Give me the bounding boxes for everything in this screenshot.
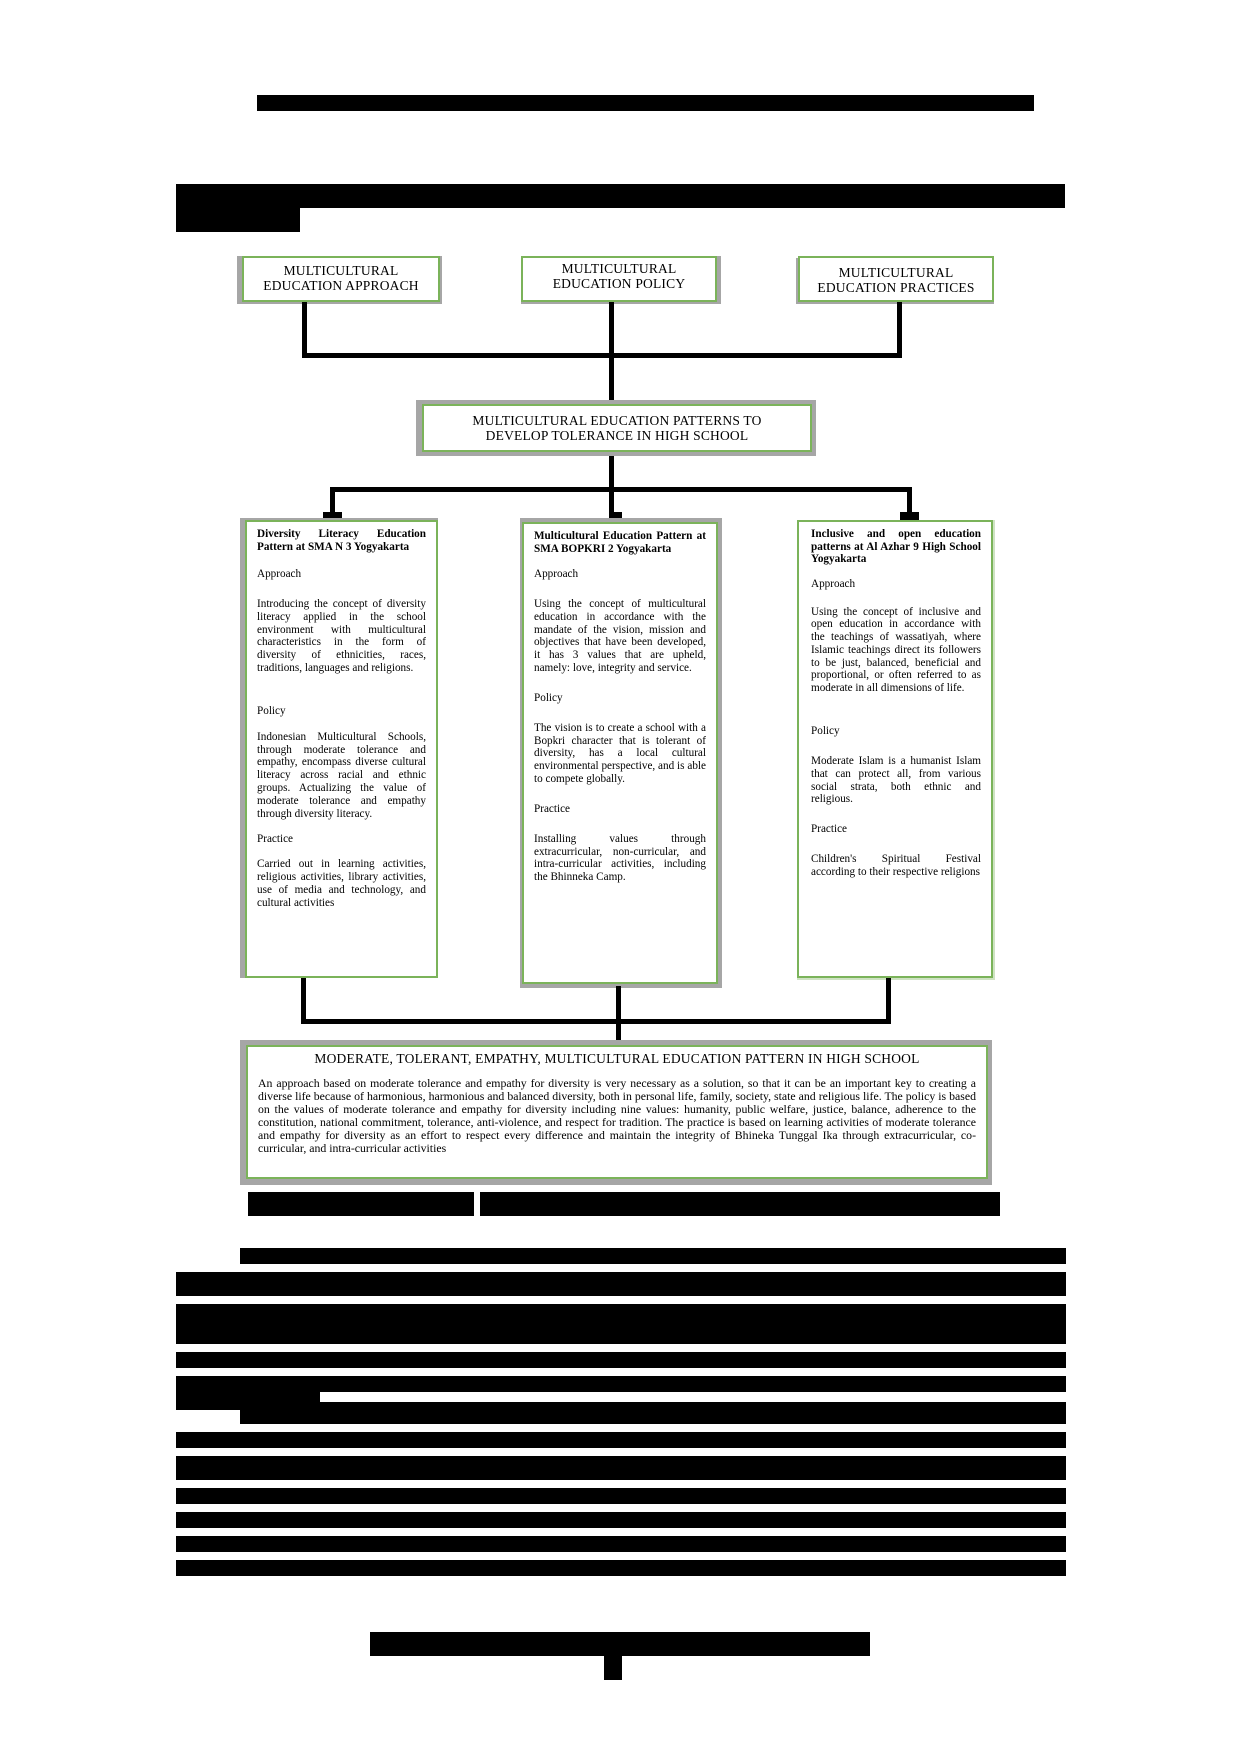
column-2-practice-label: Practice: [534, 802, 571, 815]
column-3-title: Inclusive and open education patterns at Al Azhar 9 High School Yogyakarta: [811, 528, 981, 565]
center-box-line2: DEVELOP TOLERANCE IN HIGH SCHOOL: [485, 428, 749, 443]
redacted-paragraph-1-line-4: [176, 1328, 1066, 1344]
redacted-paragraph-2-line-5: [176, 1512, 1066, 1528]
column-2-approach-label: Approach: [534, 568, 579, 580]
center-box: [422, 404, 812, 452]
top-box-policy-line2: EDUCATION POLICY: [552, 276, 686, 291]
connector-top-middle-main: [609, 302, 614, 400]
redacted-footer: [370, 1632, 870, 1656]
redacted-figure-caption-line1: [176, 184, 1065, 208]
connector-right-down: [907, 487, 912, 515]
redacted-figure-caption-line2: [176, 208, 300, 232]
column-1-box: [245, 520, 438, 978]
redacted-paragraph-1-line-3: [176, 1304, 1066, 1328]
column-2-title: Multicultural Education Pattern at SMA BOPKRI 2 Yogyakarta: [534, 530, 706, 555]
redacted-paragraph-1-line-5: [176, 1352, 1066, 1368]
connector-col1-down: [301, 978, 306, 1024]
redacted-running-header: [257, 95, 1034, 111]
top-box-approach-line2: EDUCATION APPROACH: [263, 278, 419, 293]
top-box-policy: [521, 256, 717, 302]
column-3-approach-label: Approach: [811, 577, 856, 590]
column-2-practice-text: Installing values through extracurricular, non-curricular, and intra-curricular activities, including the Bhinneka Camp.: [534, 832, 706, 884]
column-1-policy-label: Policy: [257, 704, 286, 717]
center-box-line1: MULTICULTURAL EDUCATION PATTERNS TO: [472, 413, 762, 428]
column-2-policy-label: Policy: [534, 691, 563, 704]
column-3-approach-text: Using the concept of inclusive and open education in accordance with the teachings of wassatiyah, where Islamic teachings direct its followers to be just, balanced, beneficial and proportional, or often referred to as moderate in all dimensions of life.: [811, 605, 981, 695]
connector-bottom-horizontal: [301, 1019, 891, 1024]
column-3-practice-text: Children's Spiritual Festival according to their respective religions: [811, 853, 981, 879]
connector-middle-horizontal: [330, 487, 912, 492]
column-1-approach-label: Approach: [257, 568, 302, 580]
arrow-head-right: [900, 512, 919, 520]
connector-left-down: [330, 487, 335, 515]
top-box-practices: [798, 256, 994, 302]
column-3-box: [797, 520, 993, 978]
top-box-practices-line1: MULTICULTURAL: [838, 265, 954, 280]
redacted-paragraph-2-line-3: [176, 1456, 1066, 1480]
column-1-practice-text: Carried out in learning activities, religious activities, library activities, use of media and technology, and cultural activities: [257, 858, 426, 909]
connector-top-horizontal: [302, 353, 902, 358]
redacted-paragraph-2-line-7: [176, 1560, 1066, 1576]
top-box-practices-line2: EDUCATION PRACTICES: [817, 280, 975, 295]
bottom-box-title: MODERATE, TOLERANT, EMPATHY, MULTICULTURAL EDUCATION PATTERN IN HIGH SCHOOL: [314, 1051, 920, 1066]
column-1-policy-text: Indonesian Multicultural Schools, through moderate tolerance and empathy, encompass diverse cultural literacy across racial and ethnic groups. Actualizing the value of moderate tolerance and empathy through diversity literacy.: [257, 730, 426, 820]
column-2-box: [522, 522, 718, 984]
redacted-page-number: [604, 1656, 622, 1680]
column-2-policy-text: The vision is to create a school with a Bopkri character that is tolerant of diversity, has a local cultural environmental perspective, and is able to compete globally.: [534, 721, 706, 785]
redacted-figure-source: [248, 1192, 474, 1216]
redacted-paragraph-1-line-2: [176, 1272, 1066, 1296]
top-box-policy-line1: MULTICULTURAL: [561, 261, 677, 276]
column-1-practice-label: Practice: [257, 833, 294, 846]
redacted-paragraph-1-line-1: [240, 1248, 1066, 1264]
redacted-figure-source-2: [480, 1192, 1000, 1216]
connector-top-left: [302, 302, 307, 358]
redacted-paragraph-2-line-2: [176, 1432, 1066, 1448]
column-3-policy-label: Policy: [811, 725, 840, 738]
column-2-approach-text: Using the concept of multicultural education in accordance with the mandate of the vision, mission and objectives that have been developed, it has 3 values that are upheld, namely: love, integrity and service.: [534, 598, 706, 674]
column-3-practice-label: Practice: [811, 823, 848, 836]
bottom-box: [246, 1045, 988, 1179]
column-1-title: Diversity Literacy Education Pattern at SMA N 3 Yogyakarta: [257, 528, 426, 553]
top-box-approach: [242, 256, 440, 302]
bottom-box-body: An approach based on moderate tolerance and empathy for diversity is very necessary as a solution, so that it can be an important key to creating a diverse life because of harmonious, harmonious and balanced diversity, both in personal life, family, society, state and religious life. The policy is based on the values of moderate tolerance and empathy for diversity including nine values: humanity, public welfare, justice, balance, adherence to the constitution, national commitment, tolerance, anti-violence, and respect for tradition. The practice is based on learning activities of moderate tolerance and empathy for diversity as an effort to respect every difference and maintain the integrity of Bhineka Tunggal Ika through extracurricular, co-curricular, and intra-curricular activities: [258, 1076, 976, 1155]
column-3-policy-text: Moderate Islam is a humanist Islam that can protect all, from various social strata, both ethnic and religious.: [811, 755, 981, 806]
column-1-approach-text: Introducing the concept of diversity literacy applied in the school environment with multicultural characteristics in the form of diversity of ethnicities, races, traditions, languages and religions.: [257, 598, 426, 674]
top-box-approach-line1: MULTICULTURAL: [283, 263, 399, 278]
redacted-paragraph-2-line-1: [240, 1402, 1066, 1424]
redacted-paragraph-2-line-6: [176, 1536, 1066, 1552]
connector-col3-down: [886, 978, 891, 1024]
connector-col2-down: [616, 986, 621, 1046]
redacted-paragraph-2-line-4: [176, 1488, 1066, 1504]
connector-top-right: [897, 302, 902, 358]
